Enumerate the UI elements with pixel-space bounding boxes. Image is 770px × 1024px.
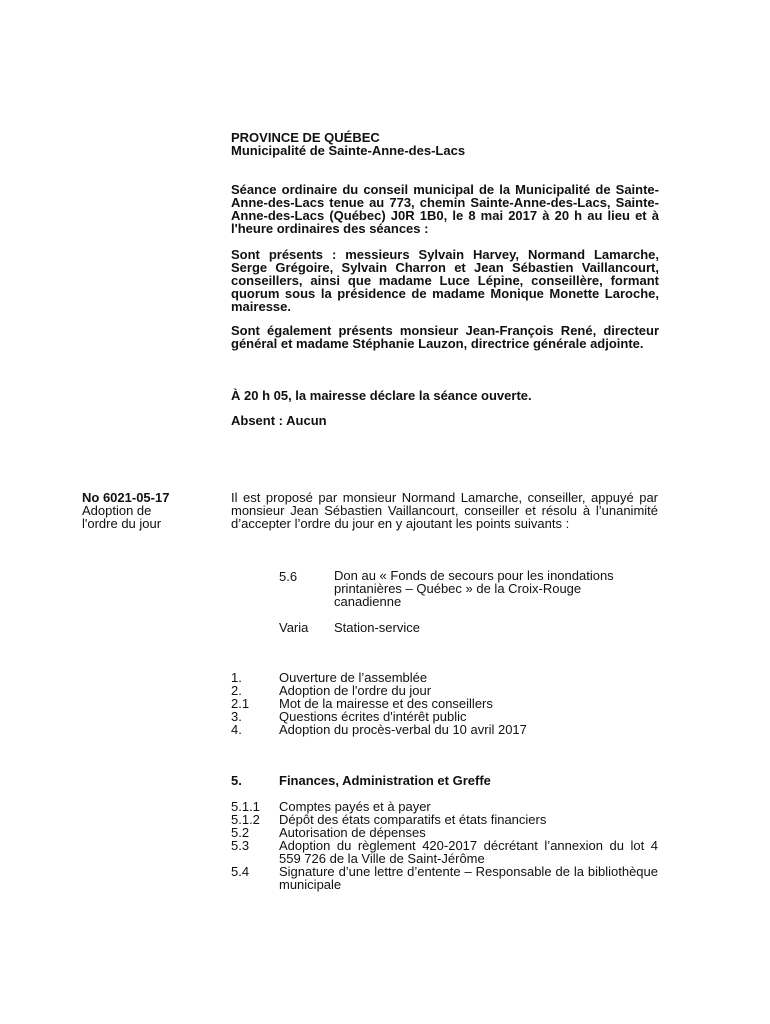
document-header: [231, 131, 661, 157]
added-point-text: Don au « Fonds de secours pour les inondations printanières – Québec » de la Croix-Rouge canadienne: [334, 568, 614, 609]
session-paragraph: Séance ordinaire du conseil municipal de la Municipalité de Sainte-Anne-des-Lacs tenue au 773, chemin Sainte-Anne-des-Lacs, Sainte-Anne-des-Lacs (Québec) J0R 1B0, le 8 mai 2017 à 20 h au lieu et à l'heure ordinaires des séances :: [231, 182, 659, 236]
item-text: Ouverture de l’assemblée: [279, 670, 428, 685]
section-5-heading: [231, 774, 658, 787]
resolution-title-line2: l'ordre du jour: [82, 516, 162, 531]
item-number: 1.: [231, 670, 242, 685]
absent-statement: Absent : Aucun: [231, 413, 327, 428]
section-heading-row: [231, 774, 658, 787]
item-text: Comptes payés et à payer: [279, 799, 431, 814]
resolution-title-line1: Adoption de: [82, 503, 152, 518]
item-number: 5.1.2: [231, 812, 260, 827]
item-number: 5.3: [231, 838, 250, 853]
item-text: Adoption de l'ordre du jour: [279, 683, 432, 698]
item-text: Signature d’une lettre d’entente – Responsable de la bibliothèque municipale: [279, 864, 658, 892]
item-text: Adoption du procès-verbal du 10 avril 2017: [279, 722, 527, 737]
list-item: [231, 865, 658, 891]
resolution-text: Il est proposé par monsieur Normand Lamarche, conseiller, appuyé par monsieur Jean Sébastien Vaillancourt, conseiller et résolu à l’unanimité d’accepter l’ordre du jour en y ajoutant les points suivants :: [231, 490, 658, 531]
item-text: Dépôt des états comparatifs et états financiers: [279, 812, 547, 827]
item-text: Autorisation de dépenses: [279, 825, 426, 840]
added-point-number: Varia: [279, 620, 309, 635]
list-item: [231, 723, 658, 736]
agenda-list-b: [231, 800, 658, 891]
resolution-margin-note: [82, 491, 212, 530]
province-heading: PROVINCE DE QUÉBEC: [231, 130, 380, 145]
item-text: Adoption du règlement 420-2017 décrétant l’annexion du lot 4 559 726 de la Ville de Saint-Jérôme: [279, 838, 658, 866]
added-point-text: Station-service: [334, 620, 420, 635]
added-point-number: 5.6: [279, 569, 298, 584]
also-present-paragraph: Sont également présents monsieur Jean-François René, directeur général et madame Stéphanie Lauzon, directrice générale adjointe.: [231, 323, 659, 351]
item-number: 2.: [231, 683, 242, 698]
present-paragraph: Sont présents : messieurs Sylvain Harvey, Normand Lamarche, Serge Grégoire, Sylvain Charron et Jean Sébastien Vaillancourt, conseillers, ainsi que madame Luce Lépine, conseillère, formant quorum sous la présidence de madame Monique Monette Laroche, mairesse.: [231, 247, 659, 314]
item-number: 5.1.1: [231, 799, 260, 814]
section-title: Finances, Administration et Greffe: [279, 773, 491, 788]
opening-statement: À 20 h 05, la mairesse déclare la séance ouverte.: [231, 388, 532, 403]
item-number: 2.1: [231, 696, 250, 711]
municipality-heading: Municipalité de Sainte-Anne-des-Lacs: [231, 143, 466, 158]
item-number: 5.2: [231, 825, 250, 840]
section-number: 5.: [231, 773, 242, 788]
item-number: 3.: [231, 709, 242, 724]
item-number: 5.4: [231, 864, 250, 879]
item-text: Questions écrites d'intérêt public: [279, 709, 467, 724]
item-text: Mot de la mairesse et des conseillers: [279, 696, 493, 711]
item-number: 4.: [231, 722, 242, 737]
agenda-list-a: [231, 671, 658, 736]
list-item: [231, 839, 658, 865]
resolution-number: No 6021-05-17: [82, 490, 170, 505]
